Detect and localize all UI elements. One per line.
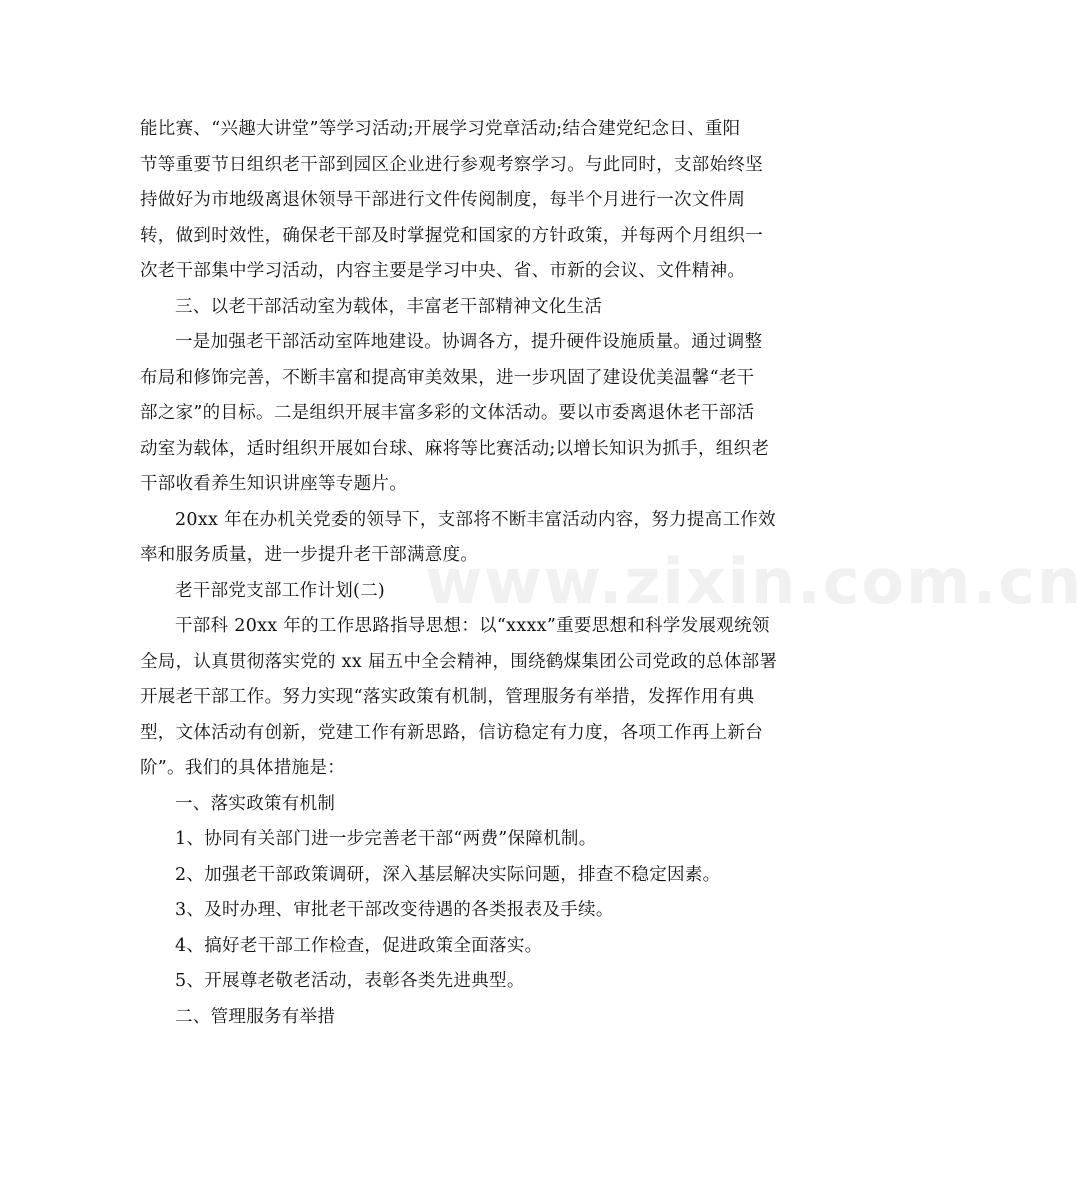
text-line: 动室为载体，适时组织开展如台球、麻将等比赛活动;以增长知识为抓手，组织老 [140, 438, 770, 459]
text-line: 阶”。我们的具体措施是： [140, 758, 346, 778]
text-line: 次老干部集中学习活动，内容主要是学习中央、省、市新的会议、文件精神。 [140, 261, 746, 281]
section-heading: 三、以老干部活动室为载体，丰富老干部精神文化生活 [175, 296, 603, 317]
list-item: 3、及时办理、审批老干部改变待遇的各类报表及手续。 [175, 900, 614, 920]
document-body [140, 112, 780, 1035]
text-line: 节等重要节日组织老干部到园区企业进行参观考察学习。与此同时，支部始终坚 [140, 154, 763, 175]
list-item: 5、开展尊老敬老活动，表彰各类先进典型。 [175, 971, 525, 991]
document-subtitle: 老干部党支部工作计划(二) [175, 580, 386, 601]
list-item: 4、搞好老干部工作检查，促进政策全面落实。 [175, 935, 543, 956]
text-line: 全局，认真贯彻落实党的 xx 届五中全会精神，围绕鹤煤集团公司党政的总体部署 [140, 651, 778, 672]
text-line: 20xx 年在办机关党委的领导下，支部将不断丰富活动内容，努力提高工作效 [175, 509, 776, 530]
text-line: 部之家”的目标。二是组织开展丰富多彩的文体活动。要以市委离退休老干部活 [140, 403, 755, 423]
list-item: 2、加强老干部政策调研，深入基层解决实际问题，排查不稳定因素。 [175, 864, 721, 885]
text-line: 布局和修饰完善，不断丰富和提高审美效果，进一步巩固了建设优美温馨“老干 [140, 367, 755, 388]
text-line: 率和服务质量，进一步提升老干部满意度。 [140, 545, 479, 565]
text-line: 持做好为市地级离退休领导干部进行文件传阅制度，每半个月进行一次文件周 [140, 190, 746, 210]
text-line: 一是加强老干部活动室阵地建设。协调各方，提升硬件设施质量。通过调整 [175, 332, 763, 352]
list-item: 1、协同有关部门进一步完善老干部“两费”保障机制。 [175, 829, 597, 849]
watermark: www.zixin.com.cn [425, 545, 1083, 618]
section-heading: 二、管理服务有举措 [175, 1006, 336, 1027]
text-line: 能比赛、“兴趣大讲堂”等学习活动;开展学习党章活动;结合建党纪念日、重阳 [140, 119, 741, 139]
text-line: 转，做到时效性，确保老干部及时掌握党和国家的方针政策，并每两个月组织一 [140, 225, 763, 246]
section-heading: 一、落实政策有机制 [175, 793, 336, 814]
text-line: 开展老干部工作。努力实现“落实政策有机制，管理服务有举措，发挥作用有典 [140, 687, 755, 707]
text-line: 型，文体活动有创新，党建工作有新思路，信访稳定有力度，各项工作再上新台 [140, 722, 763, 743]
text-line: 干部收看养生知识讲座等专题片。 [140, 474, 407, 494]
text-line: 干部科 20xx 年的工作思路指导思想：以“xxxx”重要思想和科学发展观统领 [175, 616, 770, 636]
